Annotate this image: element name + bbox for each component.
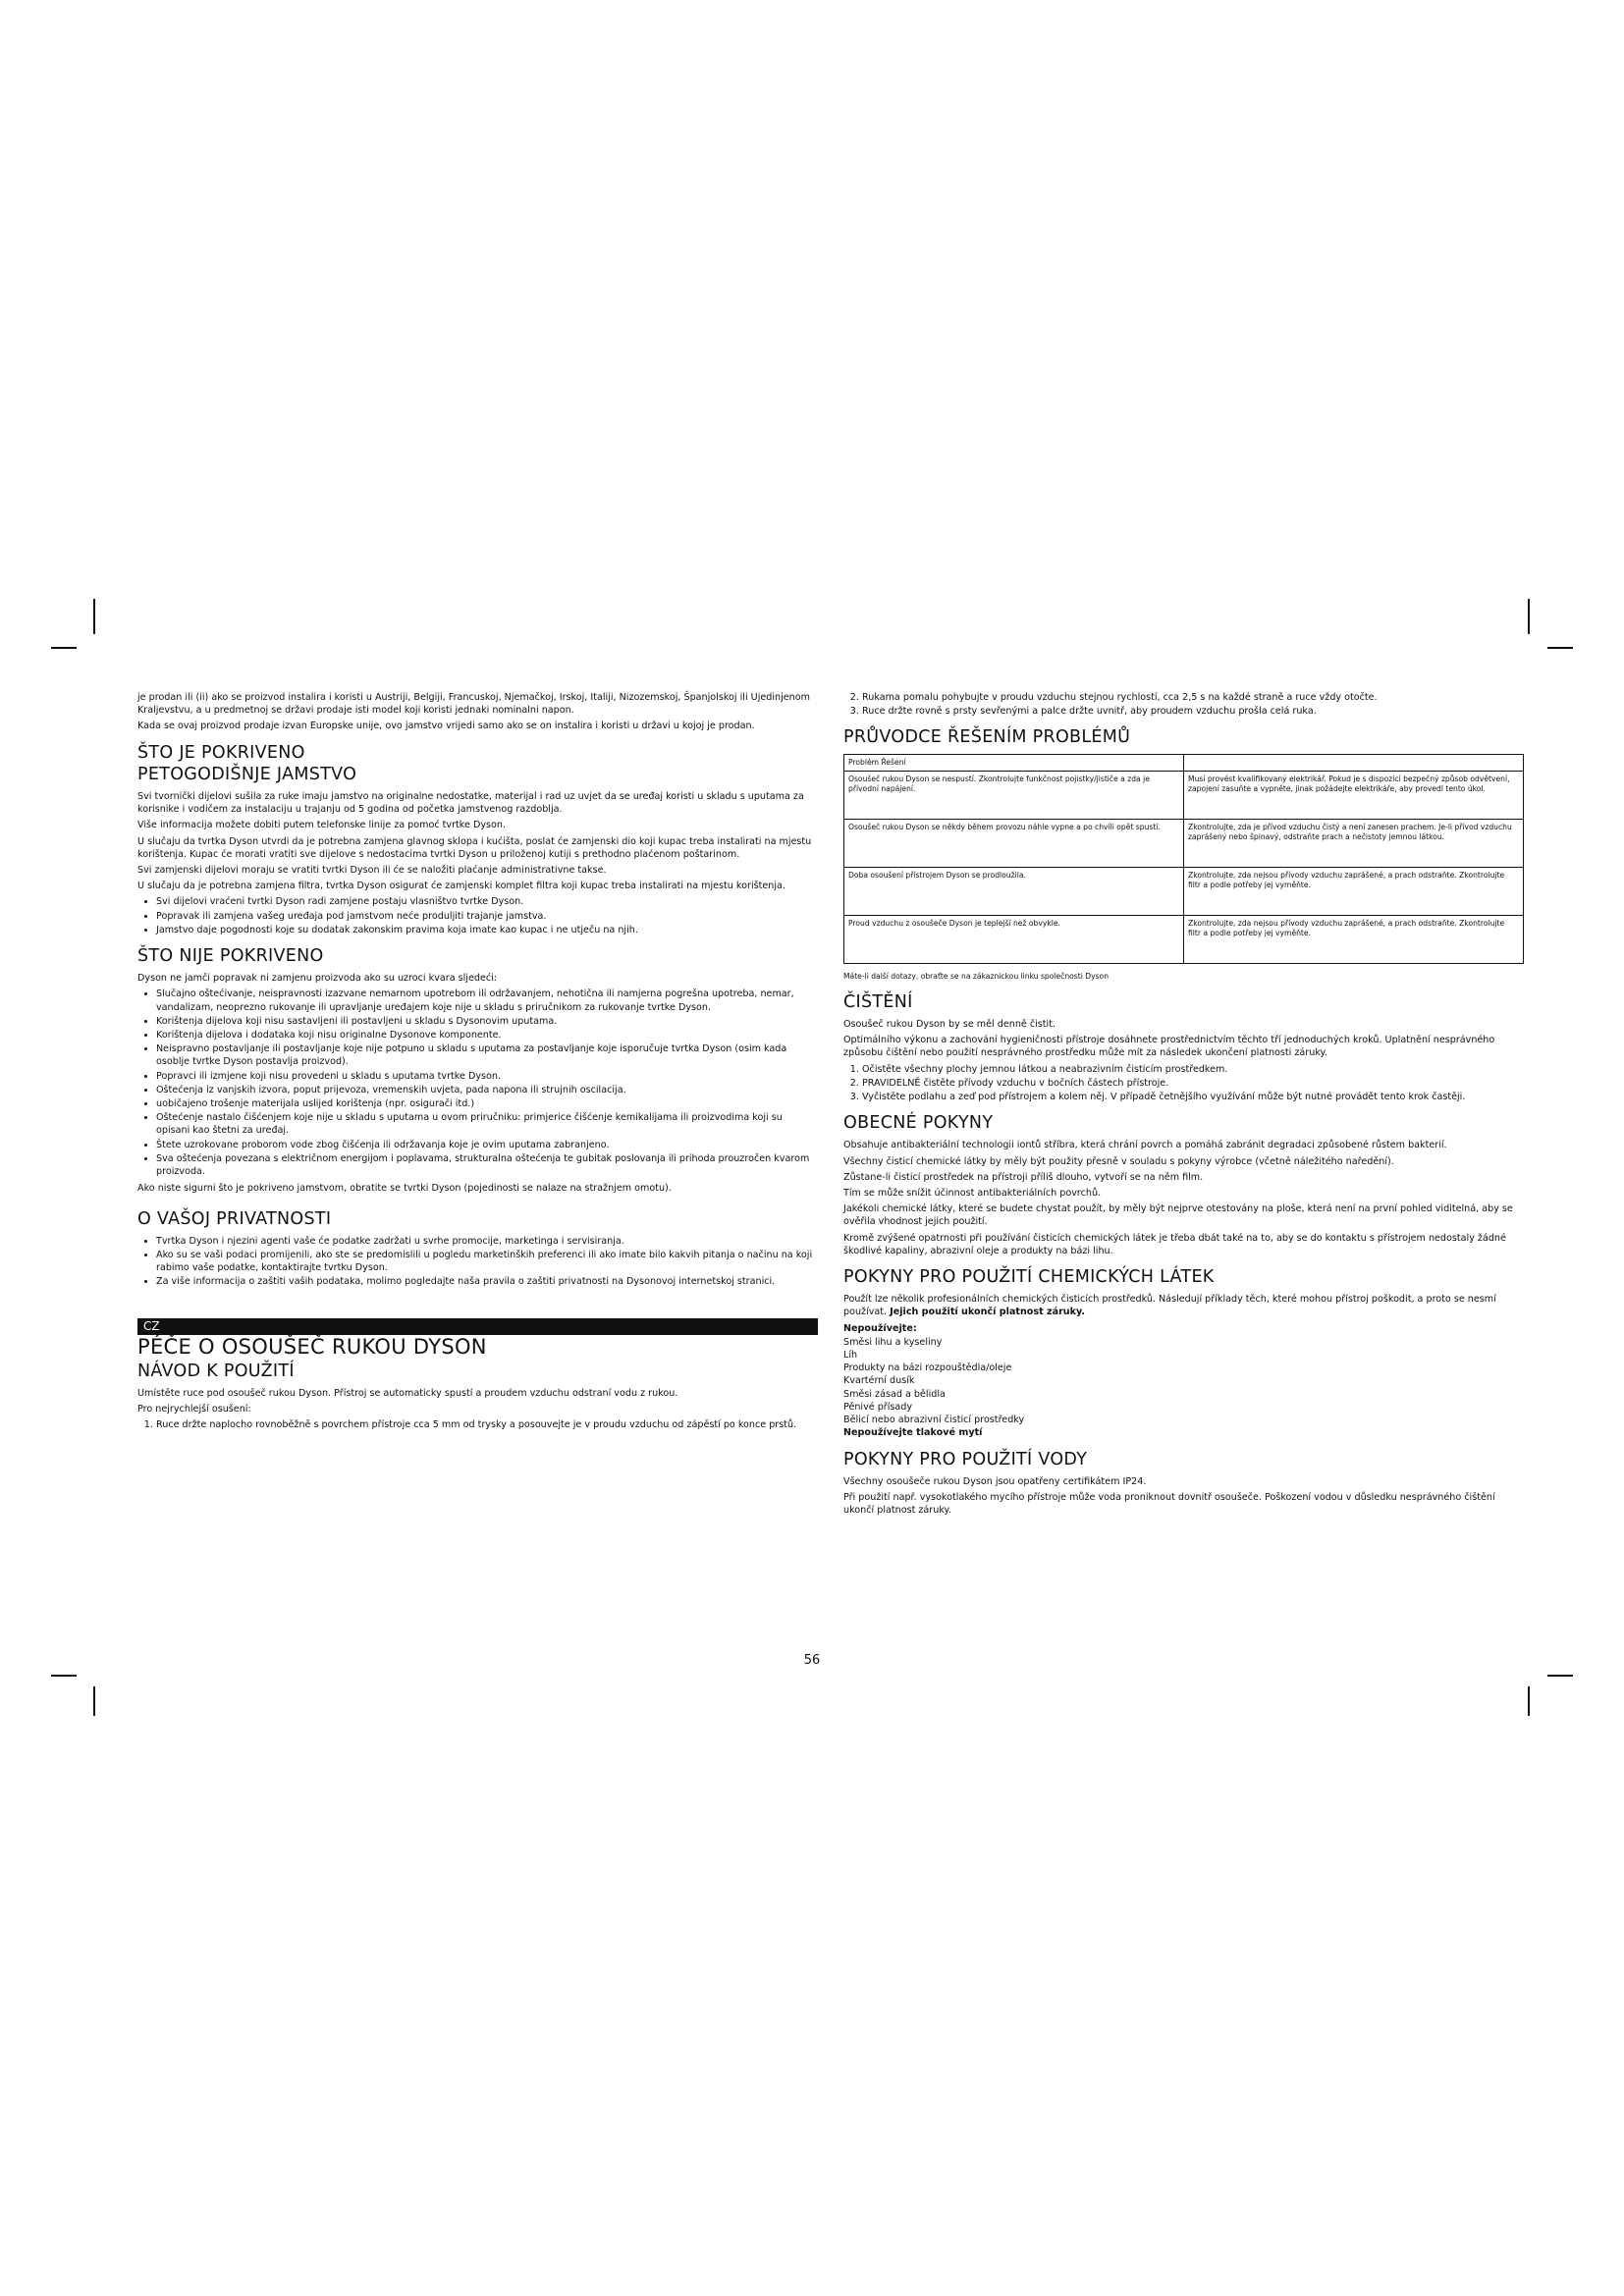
- table-row: [844, 819, 1524, 867]
- paragraph: Optimálního výkonu a zachování hygieničnosti přístroje dosáhnete prostřednictvím těchto tří jednoduchých kroků. Uplatnění nesprávného způsobu čištění nebo použití nesprávného prostředku může mít za následek ukončení platnosti záruky.: [843, 1035, 1495, 1059]
- list-item: • Svi dijelovi vraćeni tvrtki Dyson radi zamjene postaju vlasništvo tvrtke Dyson.: [156, 895, 818, 908]
- list-item: • Sva oštećenja povezana s električnom energijom i poplavama, strukturalna oštećenja te gubitak poslovanja ili prihoda prouzročen kvarom proizvoda.: [156, 1152, 818, 1178]
- table-cell: Doba osoušení přístrojem Dyson se prodloužila.: [844, 867, 1184, 915]
- paragraph: U slučaju da tvrtka Dyson utvrdi da je potrebna zamjena glavnog sklopa i kućišta, poslat će zamjenski dio koji kupac treba instalirati na mjestu korištenja. Kupac će morati vratiti sve dijelove s nedostacima tvrtki Dyson u priloženoj kutiji s prethodno plaćenom poštarinom.: [137, 835, 812, 860]
- list-item: • Tvrtka Dyson i njezini agenti vaše će podatke zadržati u svrhe promocije, marketinga i servisiranja.: [156, 1235, 818, 1248]
- section-heading: PRŮVODCE ŘEŠENÍM PROBLÉMŮ: [843, 727, 1131, 748]
- list-item: • uobičajeno trošenje materijala uslijed korištenja (npr. osigurači itd.): [156, 1097, 818, 1110]
- list-item: Produkty na bázi rozpouštědla/oleje: [843, 1362, 1012, 1374]
- table-row: [844, 771, 1524, 819]
- intro-paragraph: je prodan ili (ii) ako se proizvod instalira i koristi u Austriji, Belgiji, Francuskoj, Njemačkoj, Irskoj, Italiji, Nizozemskoj, Španjolskoj ili Ujedinjenom Kraljevstvu, a u predmetnoj se državi prodaje isti model koji koristi jednaki nominalni napon.: [137, 692, 810, 717]
- right-column: [843, 691, 1524, 1520]
- section-heading: POKYNY PRO POUŽITÍ VODY: [843, 1449, 1088, 1469]
- crop-mark: [51, 647, 77, 649]
- list-item: Směsi zásad a bělidla: [843, 1388, 946, 1400]
- list-item: Bělicí nebo abrazivní čisticí prostředky: [843, 1415, 1025, 1426]
- list-item: • Neispravno postavljanje ili postavljanje koje nije potpuno u skladu s uputama za postavljanje koje isporučuje tvrtka Dyson (osim kada osoblje tvrtke Dyson postavlja proizvod).: [156, 1042, 818, 1068]
- table-cell: Zkontrolujte, zda nejsou přívody vzduchu zaprášené, a prach odstraňte. Zkontrolujte filtr a podle potřeby jej vyměňte.: [1184, 915, 1524, 963]
- table-header-cell: Problém Řešení: [844, 754, 1184, 771]
- paragraph: Jakékoli chemické látky, které se budete chystat použít, by měly být nejprve otestovány na ploše, která není na první pohled viditelná, aby se ověřila vhodnost jejich použití.: [843, 1203, 1513, 1228]
- table-cell: Proud vzduchu z osoušeče Dyson je teplejší než obvykle.: [844, 915, 1184, 963]
- list-item: Kvartérní dusík: [843, 1375, 915, 1387]
- list-item: 2. PRAVIDELNĚ čistěte přívody vzduchu v bočních částech přístroje.: [862, 1077, 1524, 1090]
- table-row: [844, 867, 1524, 915]
- list-item: • Za više informacija o zaštiti vaših podataka, molimo pogledajte naša pravila o zaštiti privatnosti na Dysonovoj internetskoj stranici.: [156, 1275, 818, 1288]
- section-heading: ŠTO JE POKRIVENO: [137, 742, 305, 763]
- section-heading: OBECNÉ POKYNY: [843, 1113, 994, 1134]
- section-heading: ČIŠTĚNÍ: [843, 991, 913, 1012]
- paragraph: Všechny čisticí chemické látky by měly být použity přesně v souladu s pokyny výrobce (včetně náležitého naředění).: [843, 1155, 1394, 1167]
- list-item: 1. Ruce držte naplocho rovnoběžně s povrchem přístroje cca 5 mm od trysky a posouvejte je v proudu vzduchu od zápěstí po konce prstů.: [156, 1418, 818, 1431]
- chem-intro-text: Použít lze několik profesionálních chemických čisticích prostředků. Následují příklady těch, které mohou přístroj poškodit, a proto se nesmí používat.: [843, 1294, 1496, 1318]
- list-item: 2. Rukama pomalu pohybujte v proudu vzduchu stejnou rychlostí, cca 2,5 s na každé straně a ruce vždy otočte.: [862, 691, 1524, 704]
- section-heading: ŠTO NIJE POKRIVENO: [137, 946, 324, 967]
- numbered-list: [843, 691, 1524, 718]
- paragraph: Svi tvornički dijelovi sušila za ruke imaju jamstvo na originalne nedostatke, materijal i rad uz uvjet da se uređaj koristi u skladu s uputama za korisnike i vodičem za instalaciju u trajanju od 5 godina od početka jamstvenog razdoblja.: [137, 791, 804, 816]
- table-header-cell: [1184, 754, 1524, 771]
- list-item: Nepoužívejte tlakové mytí: [843, 1427, 983, 1439]
- bullet-list: [137, 895, 818, 936]
- list-item: • Korištenja dijelova i dodataka koji nisu originalne Dysonove komponente.: [156, 1029, 818, 1041]
- bullet-list: [137, 1235, 818, 1289]
- list-item: 3. Vyčistěte podlahu a zeď pod přístrojem a kolem něj. V případě četnějšího využívání může být nutné provádět tento krok častěji.: [862, 1091, 1524, 1103]
- section-heading: O VAŠOJ PRIVATNOSTI: [137, 1208, 332, 1229]
- paragraph: U slučaju da je potrebna zamjena filtra, tvrtka Dyson osigurat će zamjenski komplet filtra koji kupac treba instalirati na mjestu korištenja.: [137, 881, 785, 892]
- list-item: • Popravak ili zamjena vašeg uređaja pod jamstvom neće produljiti trajanje jamstva.: [156, 910, 818, 923]
- list-item: • Oštećenje nastalo čišćenjem koje nije u skladu s uputama u ovom priručniku: primjerice čišćenje kemikalijama ili proizvodima koji su opisani kao štetni za uređaj.: [156, 1111, 818, 1137]
- chem-warning-text: Jejich použití ukončí platnost záruky.: [890, 1307, 1086, 1318]
- list-item: • Oštećenja iz vanjskih izvora, poput prijevoza, vremenskih uvjeta, pada napona ili strujnih oscilacija.: [156, 1084, 818, 1096]
- numbered-list: [137, 1418, 818, 1431]
- crop-mark: [93, 1686, 95, 1716]
- table-cell: Zkontrolujte, zda je přívod vzduchu čistý a není zanesen prachem. Je-li přívod vzduchu zaprášený nebo špinavý, odstraňte prach a nečistoty jemnou látkou.: [1184, 819, 1524, 867]
- crop-mark: [1528, 599, 1530, 634]
- intro-paragraph: Kada se ovaj proizvod prodaje izvan Europske unije, ovo jamstvo vrijedi samo ako se on instalira i koristi u državi u kojoj je prodan.: [137, 721, 755, 732]
- list-item: Pěnivé přísady: [843, 1401, 913, 1413]
- list-item: Líh: [843, 1350, 858, 1362]
- list-item: • Jamstvo daje pogodnosti koje su dodatak zakonskim pravima koja imate kao kupac i ne utječu na njih.: [156, 924, 818, 936]
- left-column: [137, 691, 818, 1436]
- list-item: • Ako su se vaši podaci promijenili, ako ste se predomislili u pogledu marketinških preferenci ili ako imate bilo kakvih pitanja o načinu na koji rabimo vaše podatke, kontaktirajte tvrtku Dyson.: [156, 1249, 818, 1274]
- crop-mark: [1528, 1686, 1530, 1716]
- table-cell: Osoušeč rukou Dyson se někdy během provozu náhle vypne a po chvíli opět spustí.: [844, 819, 1184, 867]
- table-cell: Zkontrolujte, zda nejsou přívody vzduchu zaprášené, a prach odstraňte. Zkontrolujte filtr a podle potřeby jej vyměňte.: [1184, 867, 1524, 915]
- paragraph: Tím se může snížit účinnost antibakteriálních povrchů.: [843, 1188, 1102, 1200]
- page-number: 56: [803, 1653, 821, 1668]
- chemical-list: [843, 1336, 1524, 1440]
- list-item: 3. Ruce držte rovně s prsty sevřenými a palce držte uvnitř, aby proudem vzduchu prošla celá ruka.: [862, 705, 1524, 718]
- table-cell: Osoušeč rukou Dyson se nespustí. Zkontrolujte funkčnost pojistky/jističe a zda je přívodní napájení.: [844, 771, 1184, 819]
- list-item: • Korištenja dijelova koji nisu sastavljeni ili postavljeni u skladu s Dysonovim uputama.: [156, 1015, 818, 1028]
- language-bar: CZ: [137, 1318, 818, 1335]
- paragraph: Osoušeč rukou Dyson by se měl denně čistit.: [843, 1019, 1056, 1031]
- section-heading: PETOGODIŠNJE JAMSTVO: [137, 764, 357, 784]
- list-item: 1. Očistěte všechny plochy jemnou látkou a neabrazivním čisticím prostředkem.: [862, 1063, 1524, 1076]
- list-item: Směsi lihu a kyseliny: [843, 1336, 943, 1348]
- list-item: • Slučajno oštećivanje, neispravnosti izazvane nemarnom upotrebom ili održavanjem, nehotična ili namjerna pogrešna upotreba, nemar, vandalizam, neoprezno rukovanje ili upravljanje uređajem koje nije u skladu s priručnikom za rukovanje tvrtke Dyson.: [156, 988, 818, 1013]
- paragraph: [843, 1293, 1524, 1318]
- list-item: • Popravci ili izmjene koji nisu provedeni u skladu s uputama tvrtke Dyson.: [156, 1070, 818, 1083]
- paragraph: Kromě zvýšené opatrnosti při používání čisticích chemických látek je třeba dbát také na to, aby se do kontaktu s přístrojem nedostaly žádné škodlivé kapaliny, abrazivní oleje a produkty na bázi lihu.: [843, 1232, 1506, 1256]
- table-cell: Musí provést kvalifikovaný elektrikář. Pokud je s dispozicí bezpečný způsob odvětvení, zapojení zasuňte a vypněte, jinak požádejte elektrikáře, aby provedl tento úkol.: [1184, 771, 1524, 819]
- paragraph: Dyson ne jamči popravak ni zamjenu proizvoda ako su uzroci kvara sljedeći:: [137, 973, 498, 985]
- table-header-row: [844, 754, 1524, 771]
- numbered-list: [843, 1063, 1524, 1104]
- section-heading: NÁVOD K POUŽITÍ: [137, 1361, 295, 1381]
- list-item: • Štete uzrokovane proborom vode zbog čišćenja ili održavanja koje je ovim uputama zabranjeno.: [156, 1139, 818, 1151]
- paragraph: Obsahuje antibakteriální technologii iontů stříbra, která chrání povrch a pomáhá zabránit degradaci způsobené růstem bakterií.: [843, 1140, 1447, 1151]
- table-row: [844, 915, 1524, 963]
- paragraph: Při použití např. vysokotlakého mycího přístroje může voda proniknout dovnitř osoušeče. Poškození vodou v důsledku nesprávného čištění ukončí platnost záruky.: [843, 1491, 1495, 1517]
- paragraph: Umístěte ruce pod osoušeč rukou Dyson. Přístroj se automaticky spustí a proudem vzduchu odstraní vodu z rukou.: [137, 1387, 678, 1399]
- paragraph: Zůstane-li čisticí prostředek na přístroji příliš dlouho, vytvoří se na něm film.: [843, 1171, 1204, 1183]
- list-heading: Nepoužívejte:: [843, 1322, 917, 1334]
- bullet-list: [137, 988, 818, 1178]
- main-title: PÉČE O OSOUŠEČ RUKOU DYSON: [137, 1334, 487, 1359]
- paragraph: Ako niste sigurni što je pokriveno jamstvom, obratite se tvrtki Dyson (pojedinosti se nalaze na stražnjem omotu).: [137, 1183, 672, 1195]
- section-heading: POKYNY PRO POUŽITÍ CHEMICKÝCH LÁTEK: [843, 1267, 1215, 1288]
- paragraph: Više informacija možete dobiti putem telefonske linije za pomoć tvrtke Dyson.: [137, 820, 507, 831]
- paragraph: Všechny osoušeče rukou Dyson jsou opatřeny certifikátem IP24.: [843, 1475, 1147, 1487]
- table-note: Máte-li další dotazy, obraťte se na zákaznickou linku společnosti Dyson: [843, 971, 1110, 981]
- troubleshooting-table: [843, 754, 1524, 964]
- crop-mark: [93, 599, 95, 634]
- crop-mark: [1547, 1675, 1573, 1677]
- crop-mark: [1547, 647, 1573, 649]
- paragraph: Pro nejrychlejší osušení:: [137, 1404, 251, 1415]
- crop-mark: [51, 1675, 77, 1677]
- paragraph: Svi zamjenski dijelovi moraju se vratiti tvrtki Dyson ili će se naložiti plaćanje administrativne takse.: [137, 865, 607, 877]
